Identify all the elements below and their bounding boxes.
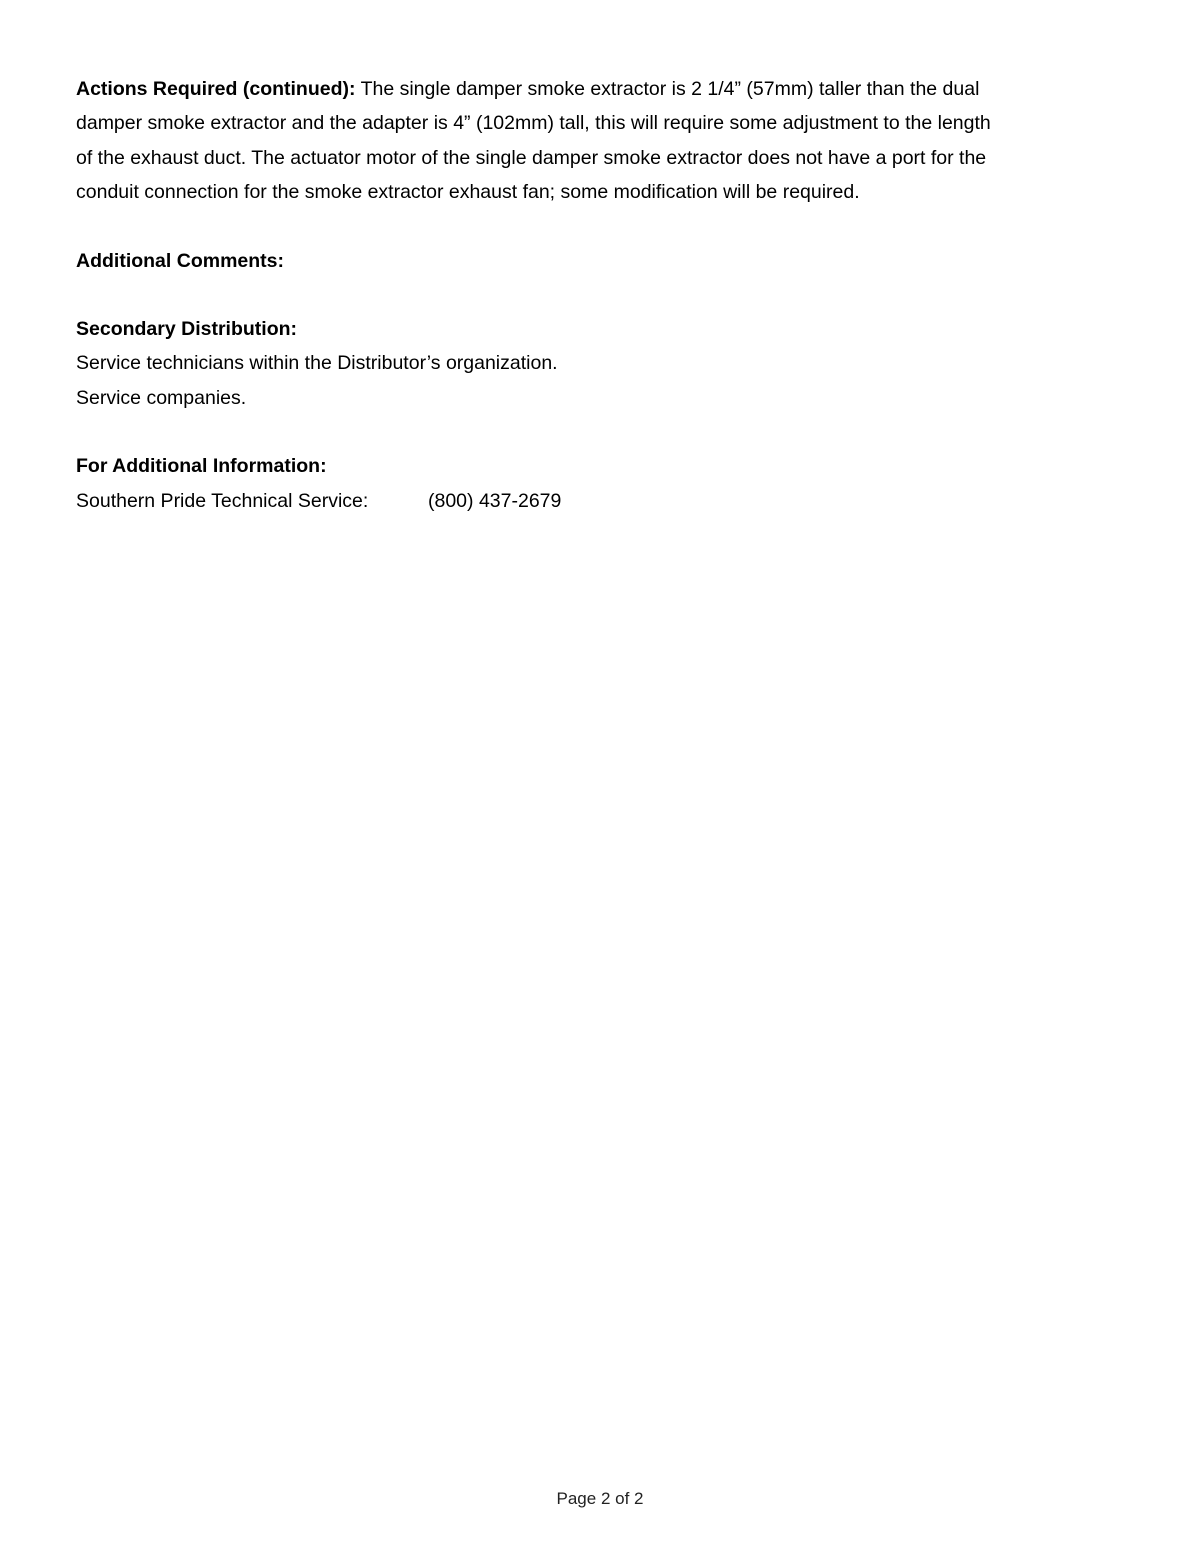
distribution-item: Service companies. <box>76 386 247 409</box>
contact-row <box>76 484 1126 518</box>
actions-required-heading: Actions Required (continued): <box>76 78 356 100</box>
page-number: Page 2 of 2 <box>556 1489 644 1508</box>
actions-line-2: damper smoke extractor and the adapter is 4” (102mm) tall, this will require some adjustment to the length <box>76 112 991 135</box>
distribution-item: Service technicians within the Distributor’s organization. <box>76 352 558 375</box>
additional-info-section <box>76 449 1126 518</box>
actions-line-4: conduit connection for the smoke extractor exhaust fan; some modification will be required. <box>76 181 860 204</box>
document-body <box>76 72 1126 552</box>
actions-line-1 <box>76 72 1126 106</box>
additional-comments-heading: Additional Comments: <box>76 249 284 272</box>
actions-text-1: The single damper smoke extractor is 2 1/4” (57mm) taller than the dual <box>355 78 980 100</box>
additional-comments-section <box>76 244 1126 278</box>
additional-info-heading: For Additional Information: <box>76 455 327 478</box>
secondary-distribution-section <box>76 312 1126 415</box>
actions-line-3: of the exhaust duct. The actuator motor of the single damper smoke extractor does not have a port for the <box>76 146 987 169</box>
actions-required-section <box>76 72 1126 210</box>
contact-label: Southern Pride Technical Service: <box>76 489 369 512</box>
contact-phone: (800) 437-2679 <box>428 489 562 512</box>
secondary-distribution-heading: Secondary Distribution: <box>76 318 298 341</box>
